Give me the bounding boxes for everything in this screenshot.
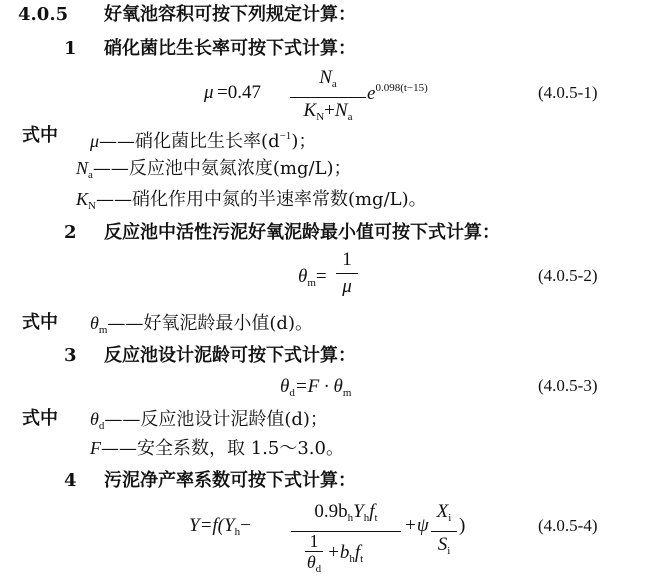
eq1-lhs: μ xyxy=(204,82,214,103)
where-label: 式中 xyxy=(22,125,58,146)
eq4-inner-fraction: 1 $\theta_d$ xyxy=(306,531,322,575)
def-f: F——安全系数，取 1.5～3.0。 xyxy=(90,438,344,459)
eq1-exponential: $e^{0.098(t-15)}$ xyxy=(367,82,428,104)
fraction-bar xyxy=(290,97,366,98)
eq4-denominator xyxy=(291,533,401,579)
eq1-fraction xyxy=(290,66,366,129)
item2-number: 2 xyxy=(64,222,77,243)
eq3-expression: $\theta_d=F \cdot \theta_m$ xyxy=(280,376,352,399)
eq2-denominator: μ xyxy=(342,276,352,297)
eq1-numerator: $N_a$ xyxy=(319,67,337,90)
section-title: 好氧池容积可按下列规定计算： xyxy=(104,4,356,25)
eq4-close: ) xyxy=(459,515,466,536)
item1-title: 硝化菌比生长率可按下式计算： xyxy=(104,38,356,59)
eq4-denominator-rest: $+b_hf_t$ xyxy=(327,542,364,565)
eq2-lhs: $\theta_m=$ xyxy=(298,266,327,289)
item2-title: 反应池中活性污泥好氧泥龄最小值可按下式计算： xyxy=(104,222,500,243)
fraction-bar xyxy=(431,531,457,532)
item1-number: 1 xyxy=(64,38,77,59)
eq2-number: (4.0.5-2) xyxy=(538,266,598,285)
where-label: 式中 xyxy=(22,408,58,429)
eq3-number: (4.0.5-3) xyxy=(538,376,598,395)
eq4-plus-psi: +ψ xyxy=(404,515,429,536)
where-label: 式中 xyxy=(22,312,58,333)
item3-title: 反应池设计泥龄可按下式计算： xyxy=(104,345,356,366)
eq4-number: (4.0.5-4) xyxy=(538,516,598,535)
eq1-coef: =0.47 xyxy=(217,82,261,103)
def-na: $N_a——$反应池中氨氮浓度(mg/L)； xyxy=(76,158,352,181)
eq2-numerator: 1 xyxy=(342,249,352,270)
def-mu: μ——硝化菌比生长率$(d^{-1})$； xyxy=(90,130,317,152)
eq2-fraction xyxy=(336,248,358,299)
def-theta-m: $\theta_m——$好氧泥龄最小值(d)。 xyxy=(90,313,313,336)
eq1-number: (4.0.5-1) xyxy=(538,83,598,102)
eq4-main-fraction xyxy=(291,500,401,579)
item4-title: 污泥净产率系数可按下式计算： xyxy=(104,470,356,491)
item3-number: 3 xyxy=(64,345,77,366)
def-theta-d: $\theta_d——$反应池设计泥龄值(d)； xyxy=(90,409,328,432)
eq4-lhs: $Y=f(Y_h-$ xyxy=(189,515,251,538)
fraction-bar xyxy=(336,273,358,274)
def-kn: $K_N——$硝化作用中氮的半速率常数(mg/L)。 xyxy=(76,189,427,212)
eq4-x-fraction: $X_i$ $S_i$ xyxy=(431,500,457,563)
item4-number: 4 xyxy=(64,470,77,491)
eq4-numerator: $0.9b_hY_hf_t$ xyxy=(314,501,378,524)
section-number: 4.0.5 xyxy=(18,4,69,25)
eq1-denominator: $K_N+N_a$ xyxy=(303,100,353,123)
